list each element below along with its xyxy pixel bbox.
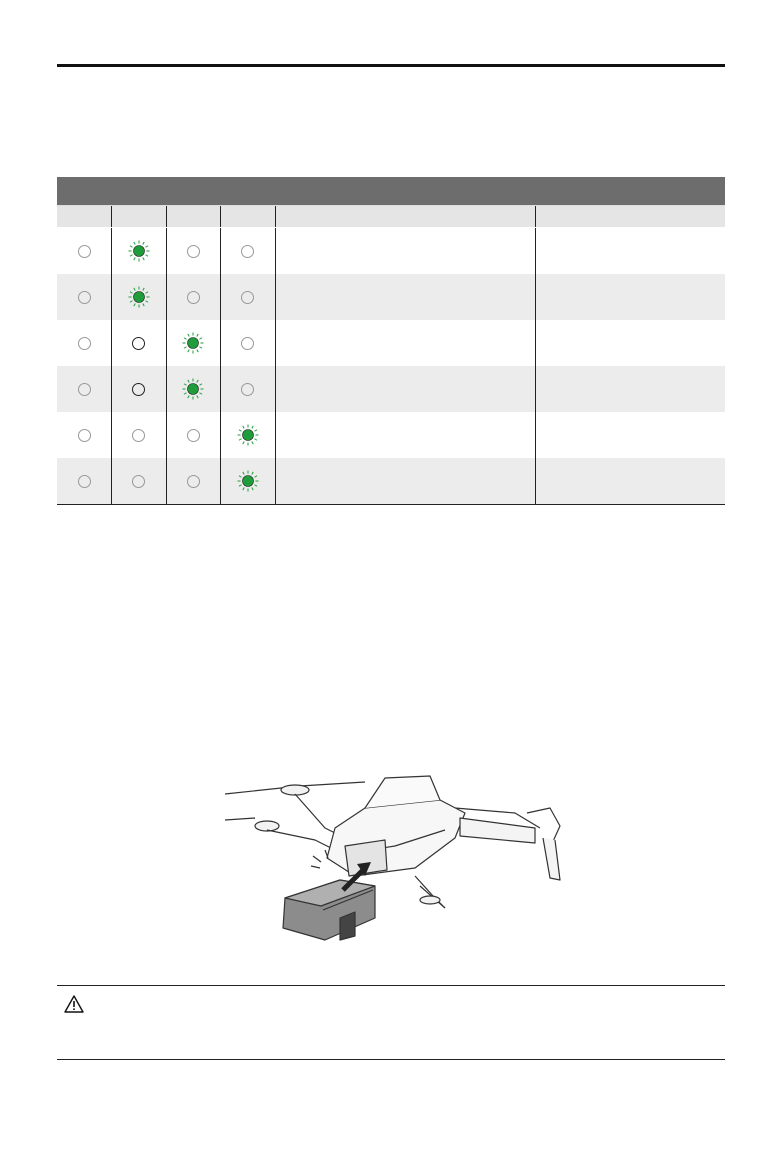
header-led3 xyxy=(166,206,221,228)
table-title xyxy=(57,177,725,206)
led-cell-2 xyxy=(112,274,167,320)
led-cell-1 xyxy=(57,320,112,366)
led-cell-4 xyxy=(221,228,276,275)
header-led4 xyxy=(221,206,276,228)
header-led1 xyxy=(57,206,112,228)
led-cell-3 xyxy=(166,412,221,458)
row-description xyxy=(275,458,535,505)
led-cell-1 xyxy=(57,412,112,458)
led-on-icon xyxy=(132,383,145,396)
table-row xyxy=(57,274,725,320)
header-description xyxy=(275,206,535,228)
row-description xyxy=(275,274,535,320)
led-off-icon xyxy=(78,429,91,442)
led-off-icon xyxy=(241,291,254,304)
led-blinking-icon xyxy=(128,286,150,308)
warning-triangle-icon xyxy=(64,995,84,1013)
led-cell-1 xyxy=(57,366,112,412)
row-description xyxy=(275,228,535,275)
led-cell-4 xyxy=(221,274,276,320)
led-cell-2 xyxy=(112,320,167,366)
led-off-icon xyxy=(78,245,91,258)
table-row xyxy=(57,228,725,275)
drone-battery-illustration xyxy=(215,768,575,950)
led-cell-4 xyxy=(221,458,276,505)
row-duration xyxy=(535,458,725,505)
table-header-row xyxy=(57,206,725,228)
led-blinking-icon xyxy=(128,240,150,262)
led-cell-3 xyxy=(166,320,221,366)
led-off-icon xyxy=(241,383,254,396)
warning-rule-bottom xyxy=(57,1059,725,1060)
led-cell-4 xyxy=(221,320,276,366)
led-blinking-icon xyxy=(182,332,204,354)
led-cell-4 xyxy=(221,366,276,412)
led-off-icon xyxy=(187,291,200,304)
led-off-icon xyxy=(132,429,145,442)
led-cell-3 xyxy=(166,366,221,412)
led-blinking-icon xyxy=(237,424,259,446)
led-on-icon xyxy=(132,337,145,350)
led-off-icon xyxy=(78,383,91,396)
row-description xyxy=(275,366,535,412)
warning-rule-top xyxy=(57,985,725,986)
row-description xyxy=(275,320,535,366)
row-duration xyxy=(535,274,725,320)
led-off-icon xyxy=(187,475,200,488)
top-rule xyxy=(57,64,725,67)
row-duration xyxy=(535,366,725,412)
led-cell-2 xyxy=(112,458,167,505)
led-off-icon xyxy=(132,475,145,488)
led-cell-1 xyxy=(57,458,112,505)
led-cell-2 xyxy=(112,366,167,412)
led-cell-1 xyxy=(57,274,112,320)
led-off-icon xyxy=(78,337,91,350)
led-blinking-icon xyxy=(237,470,259,492)
led-cell-3 xyxy=(166,228,221,275)
led-off-icon xyxy=(78,291,91,304)
table-row xyxy=(57,412,725,458)
row-description xyxy=(275,412,535,458)
table-row xyxy=(57,458,725,505)
led-cell-4 xyxy=(221,412,276,458)
header-duration xyxy=(535,206,725,228)
led-off-icon xyxy=(241,337,254,350)
table-title-row xyxy=(57,177,725,206)
led-off-icon xyxy=(78,475,91,488)
led-cell-3 xyxy=(166,274,221,320)
row-duration xyxy=(535,320,725,366)
table-row xyxy=(57,320,725,366)
led-cell-3 xyxy=(166,458,221,505)
header-led2 xyxy=(112,206,167,228)
led-cell-2 xyxy=(112,412,167,458)
led-off-icon xyxy=(241,245,254,258)
led-off-icon xyxy=(187,429,200,442)
led-cell-1 xyxy=(57,228,112,275)
row-duration xyxy=(535,412,725,458)
led-blinking-icon xyxy=(182,378,204,400)
led-cell-2 xyxy=(112,228,167,275)
row-duration xyxy=(535,228,725,275)
table-row xyxy=(57,366,725,412)
led-off-icon xyxy=(187,245,200,258)
battery-led-table xyxy=(57,177,725,505)
